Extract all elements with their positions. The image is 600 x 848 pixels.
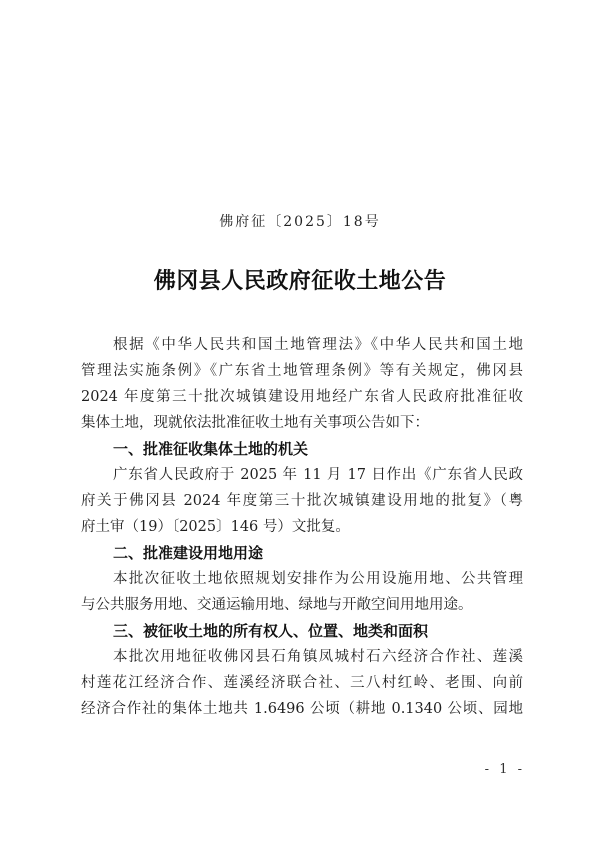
paragraph-line: 与公共服务用地、交通运输用地、绿地与开敞空间用地用途。 <box>81 597 473 613</box>
section-heading-3: 三、被征收土地的所有权人、位置、地类和面积 <box>113 622 429 640</box>
paragraph-line: 本批次用地征收佛冈县石角镇凤城村石六经济合作社、莲溪 <box>113 649 523 665</box>
paragraph-line: 集体土地，现就依法批准征收土地有关事项公告如下： <box>81 415 429 431</box>
paragraph-line: 府土审（19）〔2025〕146 号）文批复。 <box>81 519 350 535</box>
section-heading-1: 一、批准征收集体土地的机关 <box>113 440 309 458</box>
paragraph-line: 根据《中华人民共和国土地管理法》《中华人民共和国土地 <box>113 337 523 353</box>
paragraph-line: 广东省人民政府于 2025 年 11 月 17 日作出《广东省人民政 <box>113 467 523 483</box>
page-number: - 1 - <box>484 762 525 777</box>
paragraph-line: 管理法实施条例》《广东省土地管理条例》等有关规定，佛冈县 <box>81 363 523 379</box>
document-number: 佛府征〔2025〕18号 <box>219 214 381 230</box>
document-body <box>81 332 523 722</box>
paragraph-line: 村莲花江经济合作、莲溪经济联合社、三八村红岭、老围、向前 <box>81 675 523 691</box>
section-heading-2: 二、批准建设用地用途 <box>113 544 264 562</box>
paragraph-line: 2024 年度第三十批次城镇建设用地经广东省人民政府批准征收 <box>81 389 523 405</box>
document-title: 佛冈县人民政府征收土地公告 <box>153 268 447 294</box>
paragraph-line: 经济合作社的集体土地共 1.6496 公顷（耕地 0.1340 公顷、园地 <box>81 701 523 717</box>
paragraph-line: 本批次征收土地依照规划安排作为公用设施用地、公共管理 <box>113 571 523 587</box>
paragraph-line: 府关于佛冈县 2024 年度第三十批次城镇建设用地的批复》（粤 <box>81 493 523 509</box>
